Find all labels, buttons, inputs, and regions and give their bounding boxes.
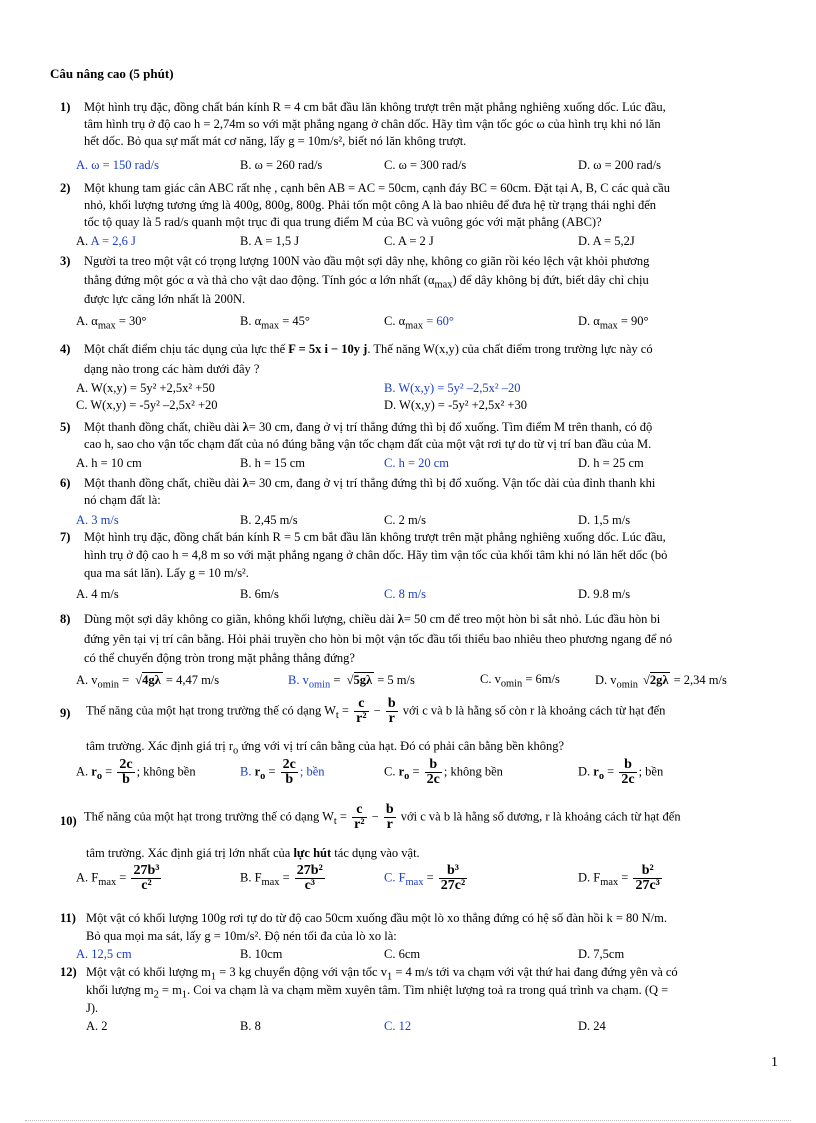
page-border-divider: [25, 1120, 791, 1121]
option-a[interactable]: A. $F_{max}$ = $\frac{\text{27b³}}{\text{c²}}$: [76, 863, 160, 893]
question-text: Một vật có khối lượng 100g rơi tự do từ độ cao 50cm xuống đầu một lò xo thẳng đứng có hệ số đàn hồi k = 80 N/m.: [86, 911, 667, 925]
option-d[interactable]: D. 9.8 m/s: [578, 587, 631, 601]
option-b[interactable]: B. $r_o$ = $\frac{2c}{b}$ ; bền: [240, 757, 325, 787]
question-number: 3): [60, 254, 71, 268]
option-b[interactable]: B. A = 1,5 J: [240, 234, 300, 248]
question-number: 1): [60, 100, 71, 114]
option-d[interactable]: D. $r_o$ = $\frac{b}{2c}$ ; bền: [578, 757, 664, 787]
option-value: A = 2,6 J: [90, 234, 136, 248]
option-a[interactable]: A. ω = 150 rad/s: [76, 158, 159, 172]
question-text: Người ta treo một vật có trọng lượng 100N vào đầu một sợi dây nhẹ, không co giãn rồi kéo lệch vật khỏi phương: [84, 254, 650, 268]
option-d[interactable]: D. $\alpha_{max} = 90^\circ$: [578, 314, 649, 332]
alpha-symbol: α: [187, 273, 194, 287]
question-text: tâm hình trụ ở độ cao h = 2,74m so với mặt phẳng ngang ở chân dốc. Hãy tìm vận tốc góc ω của hình trụ khi nó lăn: [84, 117, 661, 131]
option-a[interactable]: A. 4 m/s: [76, 587, 119, 601]
option-c[interactable]: C. 12: [384, 1019, 412, 1033]
option-b[interactable]: B. $v_{omin}$ = √ 5gλ = 5 m/s: [288, 672, 415, 691]
option-a[interactable]: A. 2: [86, 1019, 108, 1033]
question-text: J).: [86, 1001, 99, 1015]
question-number: 8): [60, 612, 71, 626]
option-c[interactable]: C. $v_{omin} = 6m/s$: [480, 672, 560, 690]
option-a[interactable]: A. W(x,y) = 5y² +2,5x² +50: [76, 381, 215, 395]
option-d[interactable]: D. $F_{max}$ = $\frac{\text{b²}}{\text{27c³}}$: [578, 863, 660, 893]
question-text: Một hình trụ đặc, đồng chất bán kính R = 5 cm bắt đầu lăn không trượt trên mặt phẳng nghiêng xuống dốc. Lúc đầu,: [84, 530, 666, 544]
question-text: hết dốc. Bỏ qua sự mất mát cơ năng, lấy g = 10m/s², biết nó lăn không trượt.: [84, 134, 467, 148]
force-formula: F = 5x i − 10y j: [288, 342, 368, 356]
question-text: Thế năng của một hạt trong trường thế có dạng $W_t$ = $\frac{c}{\text{r²}}$ − $\frac{b}{r}$ với c và b là hằng số dương, r là khoảng cách từ hạt đến: [84, 802, 681, 832]
question-text: cao h, sao cho vận tốc chạm đất của nó đúng bằng vận tốc chạm đất của một vật rơi tự do từ vị trí ban đầu của M.: [84, 437, 652, 451]
option-c[interactable]: C. 6cm: [384, 947, 421, 961]
option-b[interactable]: B. ω = 260 rad/s: [240, 158, 323, 172]
lambda-symbol: λ: [397, 612, 404, 626]
question-text: nhỏ, khối lượng tương ứng là 400g, 800g, 800g. Phải tốn một công A là bao nhiêu để đưa hệ từ trạng thái nghỉ đến: [84, 198, 657, 212]
question-text: dạng nào trong các hàm dưới đây ?: [84, 362, 260, 376]
question-text: Một vật có khối lượng $m_1 = 3$ kg chuyển động với vận tốc $v_1 = 4$ m/s tới va chạm với vật thứ hai đang đứng yên và có: [86, 965, 678, 983]
option-a[interactable]: A. $r_o$ = $\frac{2c}{b}$ ; không bền: [76, 757, 196, 787]
question-number: 4): [60, 342, 71, 356]
option-b[interactable]: B. W(x,y) = 5y² –2,5x² –20: [384, 381, 521, 395]
option-b[interactable]: B. 8: [240, 1019, 261, 1033]
question-number: 11): [60, 911, 76, 925]
option-a[interactable]: A. $v_{omin}$ = √ 4gλ = 4,47 m/s: [76, 672, 219, 691]
option-a[interactable]: A. 3 m/s: [76, 513, 119, 527]
question-text: tâm trường. Xác định giá trị $r_o$ ứng với vị trí cân bằng của hạt. Đó có phải cân bằng bền không?: [86, 739, 565, 757]
option-b[interactable]: B. h = 15 cm: [240, 456, 306, 470]
question-text: đứng yên tại vị trí cân bằng. Hỏi phải truyền cho hòn bi một vận tốc đầu tối thiểu bao nhiêu theo phương ngang để nó: [84, 632, 673, 646]
option-d[interactable]: D. A = 5,2J: [578, 234, 635, 248]
option-c[interactable]: C. $\alpha_{max} = 60^\circ$: [384, 314, 454, 332]
section-title: Câu nâng cao (5 phút): [50, 66, 174, 81]
question-text: Bỏ qua mọi ma sát, lấy g = 10m/s². Độ nén tối đa của lò xo là:: [86, 929, 397, 943]
question-text: Dùng một sợi dây không co giãn, không khối lượng, chiều dài λ= 50 cm để treo một hòn bi sắt nhỏ. Lúc đầu hòn bi: [84, 612, 661, 626]
question-number: 10): [60, 814, 77, 828]
option-d[interactable]: D. $v_{omin}√$ 2gλ = 2,34 m/s: [595, 672, 727, 691]
option-d[interactable]: D. ω = 200 rad/s: [578, 158, 661, 172]
option-c[interactable]: C. 8 m/s: [384, 587, 427, 601]
question-text: Một thanh đồng chất, chiều dài λ= 30 cm, đang ở vị trí thẳng đứng thì bị đổ xuống. Tìm điểm M trên thanh, có độ: [84, 420, 653, 434]
option-a[interactable]: A. 12,5 cm: [76, 947, 132, 961]
option-c[interactable]: C. h = 20 cm: [384, 456, 450, 470]
question-text: nó chạm đất là:: [84, 493, 161, 507]
option-b[interactable]: B. $F_{max}$ = $\frac{\text{27b²}}{\text{c³}}$: [240, 863, 323, 893]
option-d[interactable]: D. 24: [578, 1019, 606, 1033]
question-text: khối lượng $m_2 = m_1$. Coi va chạm là va chạm mềm xuyên tâm. Tìm nhiệt lượng toả ra trong quá trình va chạm. (Q =: [86, 983, 669, 1001]
question-text: hình trụ ở độ cao h = 4,8 m so với mặt phẳng ngang ở chân dốc. Hãy tìm vận tốc của khối tâm khi nó lăn hết dốc (bỏ: [84, 548, 668, 562]
option-a[interactable]: A. h = 10 cm: [76, 456, 142, 470]
question-text: qua ma sát lăn). Lấy g = 10 m/s².: [84, 566, 249, 580]
question-text: tốc tộ quay là 5 rad/s quanh một trục đi qua trung điểm M của BC và vuông góc với mặt phẳng (ABC)?: [84, 215, 602, 229]
option-a[interactable]: A. $\alpha_{max} = 30^\circ$: [76, 314, 147, 332]
option-d[interactable]: D. W(x,y) = -5y² +2,5x² +30: [384, 398, 527, 412]
option-c[interactable]: C. A = 2 J: [384, 234, 434, 248]
option-b[interactable]: B. 6m/s: [240, 587, 279, 601]
option-c[interactable]: C. $r_o$ = $\frac{b}{2c}$ ; không bền: [384, 757, 503, 787]
option-c[interactable]: C. W(x,y) = -5y² –2,5x² +20: [76, 398, 218, 412]
question-number: 12): [60, 965, 77, 979]
question-number: 2): [60, 181, 71, 195]
question-text: thẳng đứng một góc α và thả cho vật dao động. Tính góc α lớn nhất $(\alpha_{max})$ để dây không bị đứt, biết dây chỉ chịu: [84, 273, 649, 291]
question-text: tâm trường. Xác định giá trị lớn nhất của lực hút tác dụng vào vật.: [86, 846, 420, 860]
page-number: 1: [771, 1055, 778, 1070]
option-b[interactable]: B. 10cm: [240, 947, 283, 961]
question-text: có thể chuyển động tròn trong mặt phẳng thẳng đứng?: [84, 651, 355, 665]
option-c[interactable]: C. ω = 300 rad/s: [384, 158, 467, 172]
alpha-symbol: α: [369, 273, 377, 287]
question-text: Một chất điểm chịu tác dụng của lực thế F = 5x i − 10y j. Thế năng W(x,y) của chất điểm trong trường lực này có: [84, 342, 653, 356]
option-d[interactable]: D. 1,5 m/s: [578, 513, 631, 527]
question-number: 9): [60, 706, 71, 720]
option-a[interactable]: [76, 234, 136, 249]
question-text: Một thanh đồng chất, chiều dài λ= 30 cm, đang ở vị trí thẳng đứng thì bị đổ xuống. Vận tốc dài của đỉnh thanh khi: [84, 476, 656, 490]
option-b[interactable]: B. 2,45 m/s: [240, 513, 298, 527]
question-text: Một khung tam giác cân ABC rất nhẹ , cạnh bên AB = AC = 50cm, cạnh đáy BC = 60cm. Đặt tại A, B, C các quả cầu: [84, 181, 670, 195]
option-c[interactable]: C. $F_{max}$ = $\frac{\text{b³}}{\text{27c²}}$: [384, 863, 466, 893]
option-d[interactable]: D. h = 25 cm: [578, 456, 644, 470]
lambda-symbol: λ: [242, 420, 249, 434]
option-c[interactable]: C. 2 m/s: [384, 513, 427, 527]
option-d[interactable]: D. 7,5cm: [578, 947, 625, 961]
question-number: 5): [60, 420, 71, 434]
lambda-symbol: λ: [242, 476, 249, 490]
option-b[interactable]: B. $\alpha_{max} = 45^\circ$: [240, 314, 310, 332]
question-number: 7): [60, 530, 71, 544]
option-label: A.: [76, 234, 91, 248]
question-text: Thế năng của một hạt trong trường thế có dạng $W_t$ = $\frac{c}{\text{r²}}$ − $\frac{b}{r}$ với c và b là hằng số còn r là khoảng cách từ hạt đến: [86, 696, 666, 726]
question-number: 6): [60, 476, 71, 490]
question-text: Một hình trụ đặc, đồng chất bán kính R = 4 cm bắt đầu lăn không trượt trên mặt phẳng nghiêng xuống dốc. Lúc đầu,: [84, 100, 666, 114]
question-text: được lực căng lớn nhất là 200N.: [84, 292, 246, 306]
